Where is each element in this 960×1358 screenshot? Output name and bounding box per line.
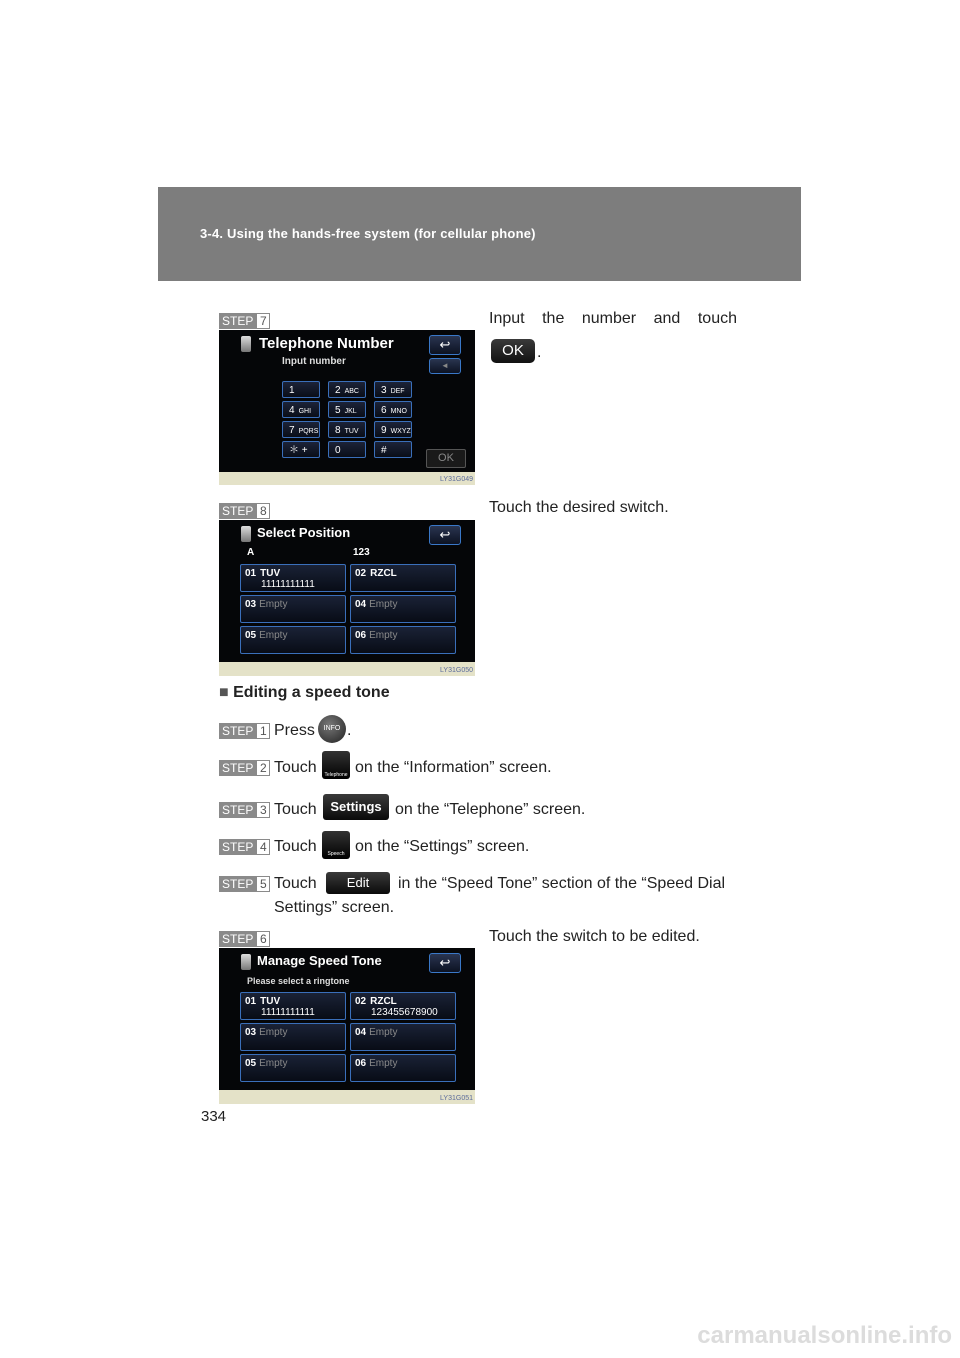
step-label: STEP — [219, 503, 256, 519]
position-slot[interactable] — [350, 1054, 456, 1082]
step-number: 6 — [256, 931, 270, 947]
keypad-key[interactable] — [374, 401, 412, 418]
position-slot[interactable] — [350, 595, 456, 623]
step4-pre: Touch — [274, 838, 317, 855]
slot-number: 11111111111 — [261, 1007, 315, 1018]
step5-pre: Touch — [274, 875, 317, 892]
keypad-key[interactable] — [374, 421, 412, 438]
key-digit: 0 — [335, 445, 341, 456]
step-number: 2 — [256, 760, 270, 776]
position-slot[interactable] — [240, 1054, 346, 1082]
slot-id: 04 — [355, 599, 367, 610]
key-digit: ＊ + — [289, 445, 308, 456]
back-button[interactable]: ↩ — [429, 525, 461, 545]
key-digit: 1 — [289, 385, 295, 396]
keypad-key[interactable] — [282, 441, 320, 458]
step1-post: . — [347, 722, 352, 739]
position-slot[interactable] — [240, 992, 346, 1020]
step-badge-7 — [219, 313, 270, 329]
step-number: 7 — [256, 313, 270, 329]
slot-id: 06 — [355, 630, 367, 641]
manage-speed-tone-screen — [219, 948, 475, 1104]
key-letters: MNO — [390, 408, 407, 415]
step-badge-5 — [219, 876, 270, 892]
slot-id: 04 — [355, 1027, 367, 1038]
page-number: 334 — [201, 1108, 227, 1125]
step-badge-1 — [219, 723, 270, 739]
back-button[interactable]: ↩ — [429, 953, 461, 973]
key-letters: PQRS — [298, 428, 319, 435]
key-digit: 3 — [381, 385, 387, 396]
step5-post-continued: Settings” screen. — [274, 899, 395, 916]
ok-button-icon: OK — [491, 339, 535, 363]
key-letters: ABC — [344, 388, 359, 395]
position-slot[interactable] — [350, 1023, 456, 1051]
key-digit: 9 — [381, 425, 387, 436]
step4-post: on the “Settings” screen. — [355, 838, 530, 855]
slot-id: 03 — [245, 1027, 257, 1038]
slot-id: 01 — [245, 568, 257, 579]
step3-pre: Touch — [274, 801, 317, 818]
step-label: STEP — [219, 931, 256, 947]
slot-id: 02 — [355, 568, 367, 579]
key-digit: 5 — [335, 405, 341, 416]
telephone-number-screen — [219, 330, 475, 485]
slot-name: RZCL — [370, 996, 397, 1007]
position-slot[interactable] — [350, 626, 456, 654]
telephone-button-label: Telephone — [324, 772, 348, 778]
step3-post: on the “Telephone” screen. — [395, 801, 586, 818]
step-label: STEP — [219, 723, 256, 739]
position-slot[interactable] — [350, 564, 456, 592]
keypad-key[interactable] — [328, 421, 366, 438]
slot-id: 02 — [355, 996, 367, 1007]
key-digit: # — [381, 445, 387, 456]
slot-empty-label: Empty — [369, 1027, 398, 1038]
step-number: 4 — [256, 839, 270, 855]
keypad-key[interactable] — [328, 381, 366, 398]
screen-ok-button[interactable]: OK — [426, 449, 466, 468]
delete-button[interactable]: ◄ — [429, 358, 461, 374]
edit-button-icon: Edit — [326, 872, 390, 894]
settings-button-icon: Settings — [323, 794, 389, 820]
step-label: STEP — [219, 760, 256, 776]
speech-tone-button-label: Speech — [327, 851, 345, 857]
screen-title: Telephone Number — [259, 335, 394, 352]
step-badge-8 — [219, 503, 270, 519]
step2-pre: Touch — [274, 759, 317, 776]
position-slot[interactable] — [240, 564, 346, 592]
step-badge-6 — [219, 931, 270, 947]
step7-period: . — [537, 344, 542, 361]
slot-number: 123455678900 — [371, 1007, 438, 1018]
key-digit: 2 — [335, 385, 341, 396]
key-digit: 4 — [289, 405, 295, 416]
heading-text: Editing a speed tone — [233, 684, 390, 701]
slot-empty-label: Empty — [259, 599, 288, 610]
step-badge-4 — [219, 839, 270, 855]
step-label: STEP — [219, 802, 256, 818]
section-heading — [219, 684, 390, 702]
step-badge-3 — [219, 802, 270, 818]
keypad-key[interactable] — [328, 441, 366, 458]
slot-id: 05 — [245, 630, 257, 641]
step2-post: on the “Information” screen. — [355, 759, 552, 776]
phone-icon — [241, 526, 251, 542]
tab-numeric[interactable]: 123 — [353, 547, 370, 558]
key-letters: TUV — [344, 428, 359, 435]
screen-subtitle: Please select a ringtone — [247, 976, 350, 986]
slot-name: TUV — [260, 568, 281, 579]
position-slot[interactable] — [240, 626, 346, 654]
screen-title: Select Position — [257, 525, 351, 540]
step-label: STEP — [219, 313, 256, 329]
key-letters: DEF — [390, 388, 405, 395]
step1-pre: Press — [274, 722, 315, 739]
step-number: 1 — [256, 723, 270, 739]
slot-name: RZCL — [370, 568, 397, 579]
slot-empty-label: Empty — [369, 630, 398, 641]
keypad-key[interactable] — [374, 381, 412, 398]
slot-empty-label: Empty — [259, 630, 288, 641]
step-number: 8 — [256, 503, 270, 519]
speech-tone-button-icon — [322, 831, 350, 859]
screen-subtitle: Input number — [282, 356, 346, 367]
key-digit: 6 — [381, 405, 387, 416]
key-digit: 7 — [289, 425, 295, 436]
step-label: STEP — [219, 876, 256, 892]
key-letters: GHI — [298, 408, 312, 415]
heading-bullet: ■ — [219, 684, 229, 701]
step-number: 5 — [256, 876, 270, 892]
key-letters: JKL — [344, 408, 357, 415]
keypad-key[interactable] — [282, 421, 320, 438]
slot-id: 01 — [245, 996, 257, 1007]
back-button[interactable]: ↩ — [429, 335, 461, 355]
screen-title: Manage Speed Tone — [257, 953, 382, 968]
slot-id: 03 — [245, 599, 257, 610]
position-slot[interactable] — [240, 1023, 346, 1051]
keypad-key[interactable] — [282, 401, 320, 418]
tab-alpha[interactable]: A — [247, 547, 255, 558]
key-letters: WXYZ — [390, 428, 411, 435]
step-number: 3 — [256, 802, 270, 818]
step7-instruction: Input the number and touch — [489, 310, 737, 327]
step-label: STEP — [219, 839, 256, 855]
slot-id: 05 — [245, 1058, 257, 1069]
slot-empty-label: Empty — [369, 1058, 398, 1069]
keypad-key[interactable] — [282, 381, 320, 398]
slot-id: 06 — [355, 1058, 367, 1069]
slot-empty-label: Empty — [259, 1058, 288, 1069]
phone-icon — [241, 954, 251, 970]
position-slot[interactable] — [350, 992, 456, 1020]
step-badge-2 — [219, 760, 270, 776]
select-position-screen — [219, 520, 475, 676]
position-slot[interactable] — [240, 595, 346, 623]
figure-code: LY31G050 — [440, 667, 473, 674]
step5-post: in the “Speed Tone” section of the “Speed Dial — [398, 875, 726, 892]
figure-code: LY31G051 — [440, 1095, 473, 1102]
section-title: 3-4. Using the hands-free system (for cellular phone) — [200, 226, 536, 241]
figure-code: LY31G049 — [440, 476, 473, 483]
key-digit: 8 — [335, 425, 341, 436]
slot-empty-label: Empty — [259, 1027, 288, 1038]
keypad-key[interactable] — [328, 401, 366, 418]
info-button-icon: INFO — [318, 715, 346, 743]
slot-empty-label: Empty — [369, 599, 398, 610]
watermark: carmanualsonline.info — [697, 1322, 952, 1349]
step6-instruction: Touch the switch to be edited. — [489, 928, 700, 945]
phone-icon — [241, 336, 251, 352]
step8-instruction: Touch the desired switch. — [489, 499, 669, 516]
keypad-key[interactable] — [374, 441, 412, 458]
slot-number: 11111111111 — [261, 579, 315, 590]
telephone-button-icon — [322, 751, 350, 779]
slot-name: TUV — [260, 996, 281, 1007]
